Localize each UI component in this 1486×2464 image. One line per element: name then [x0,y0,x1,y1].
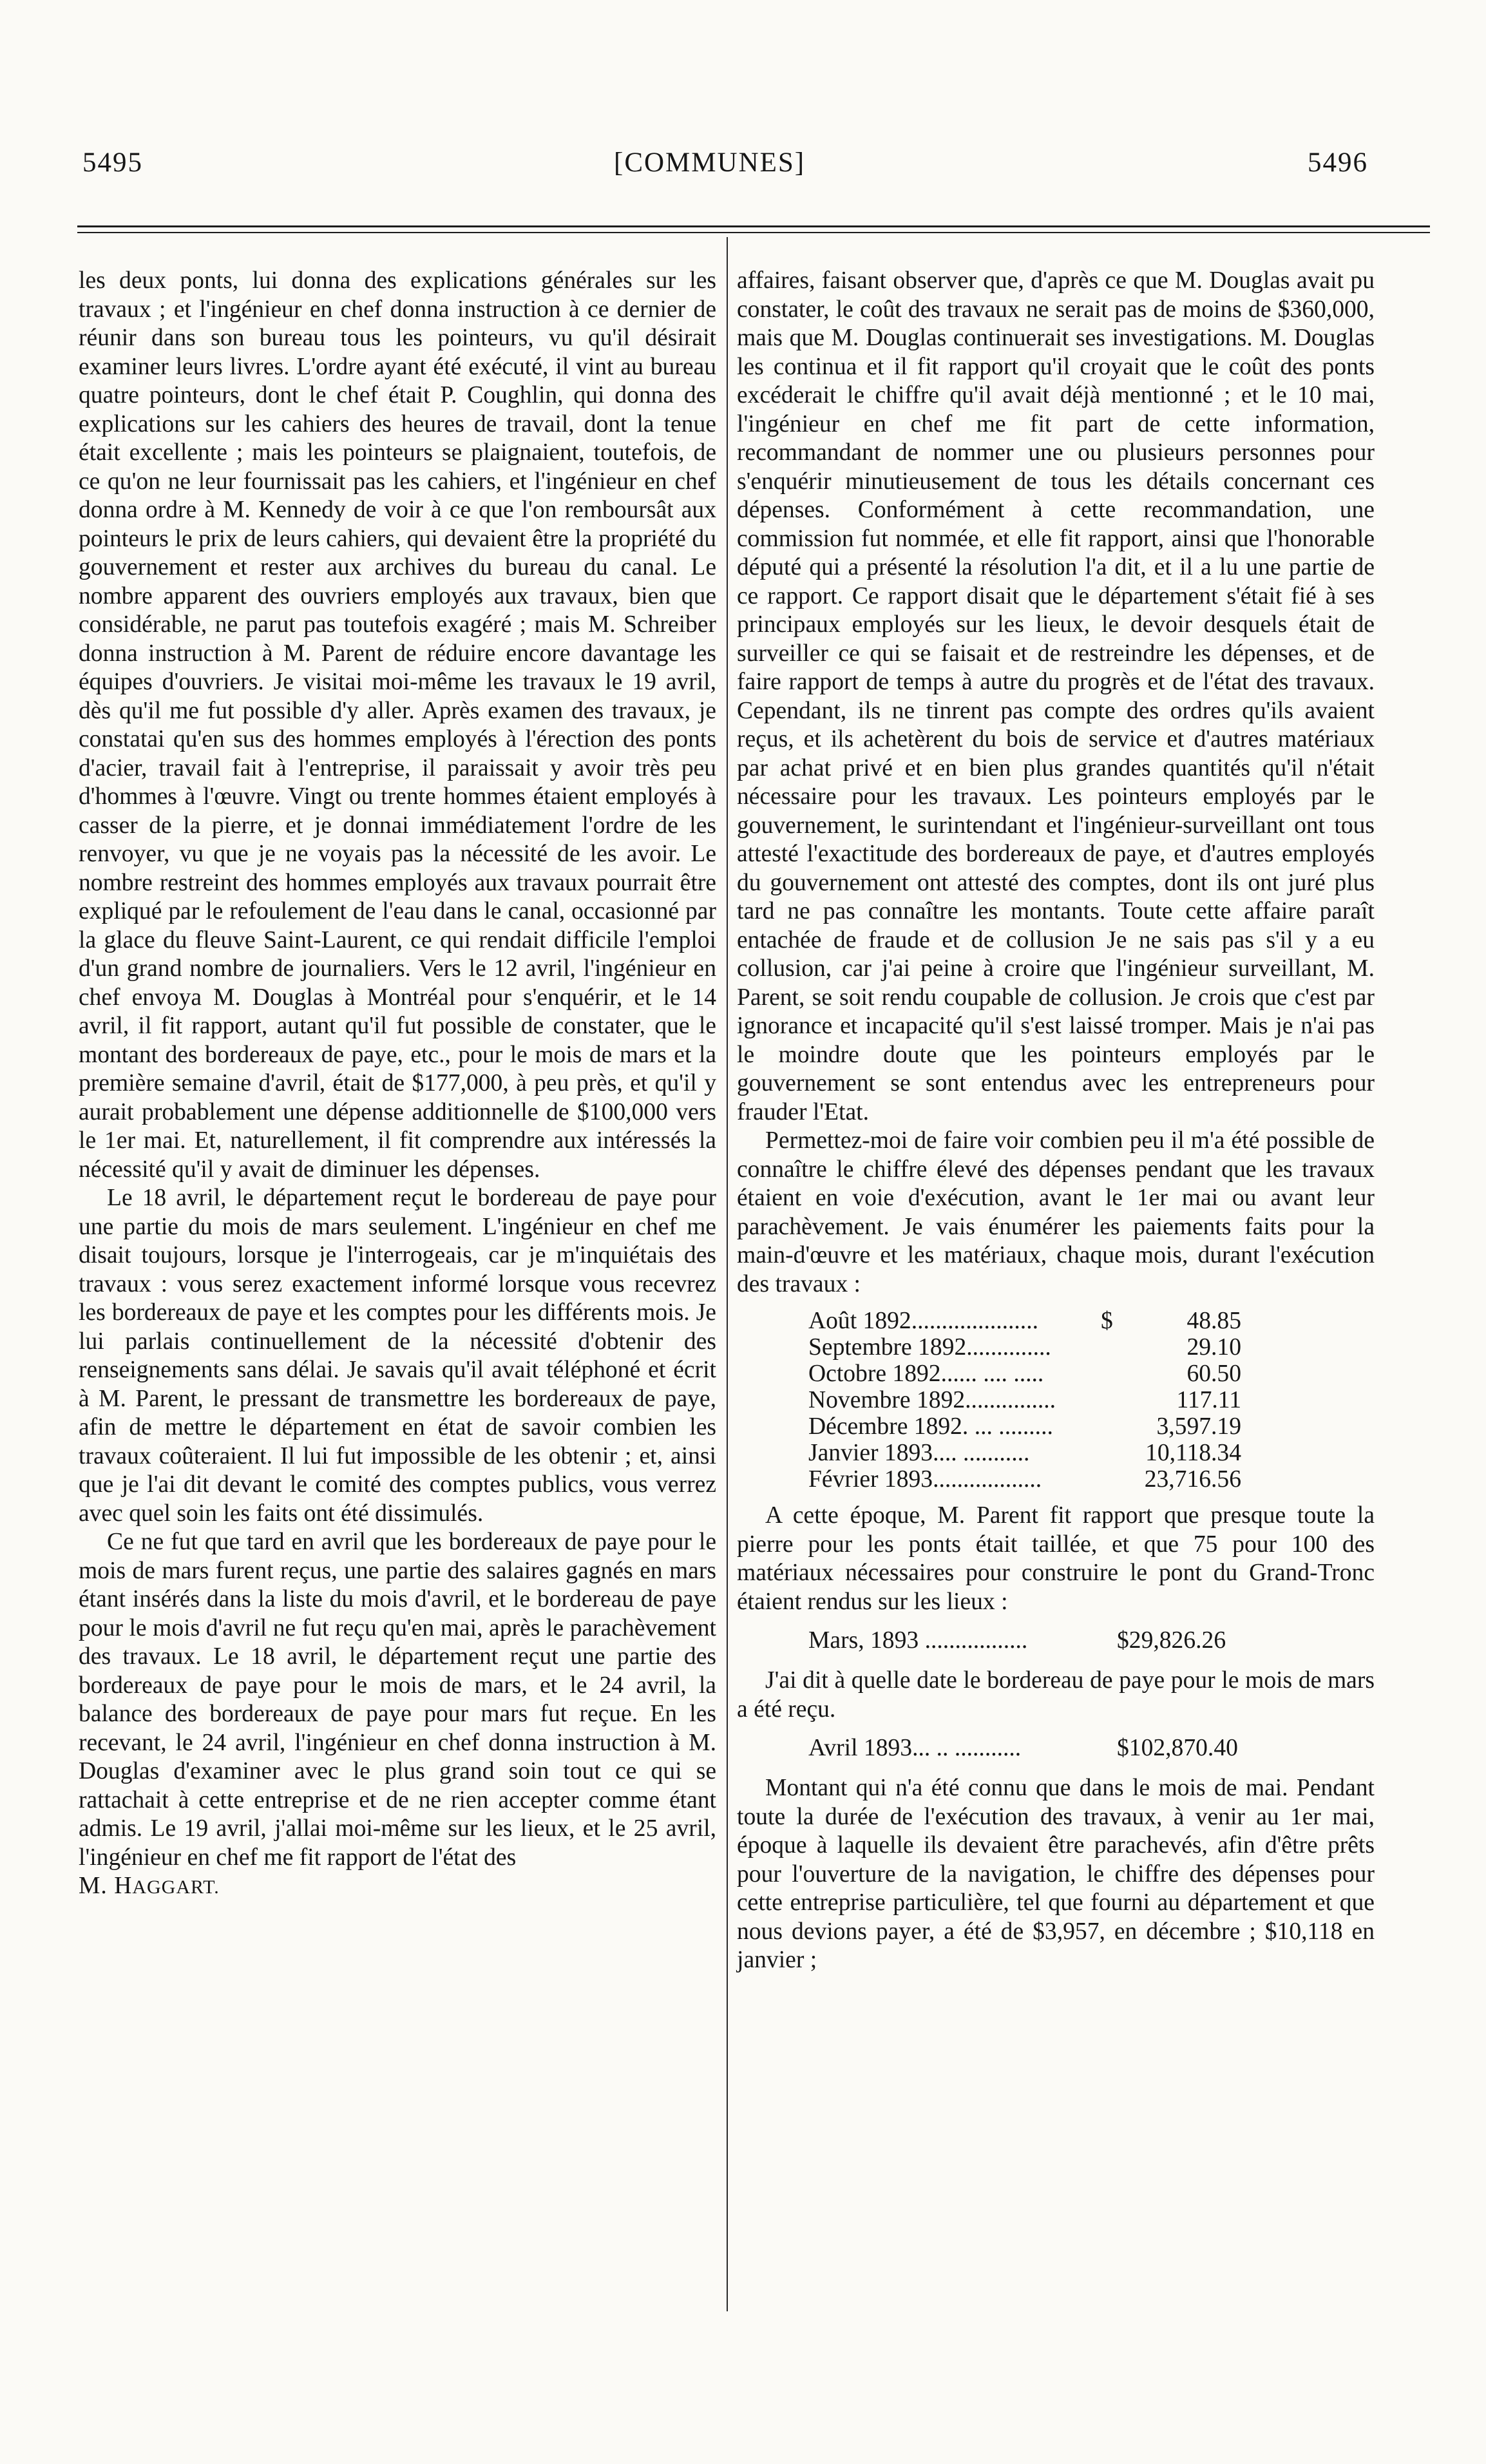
header-rule-bottom [77,232,1430,233]
speaker-rest: AGGART. [132,1877,220,1898]
right-page-number: 5496 [1308,148,1368,178]
payment-amount: 48.85 [1186,1308,1241,1334]
mars-amount: $29,826.26 [1117,1627,1226,1654]
payment-row [737,1387,1375,1413]
right-column [737,267,1375,1975]
paragraph: Ce ne fut que tard en avril que les bordereaux de paye pour le mois de mars furent reçus, une partie des salaires gagnés en mars étant insérés dans la liste du mois d'avril, et le bordereau de paye pour le mois d'avril ne fut reçu qu'en mai, après le parachèvement des travaux. Le 18 avril, le département reçut une partie des bordereaux de paye pour le mois de mars, et le 24 avril, la balance des bordereaux de paye pour mars fut reçue. En les recevant, le 24 avril, l'ingénieur en chef donna instruction à M. Douglas d'examiner avec le plus grand soin tout ce qui se rattachait à cette entreprise et de ne rien accepter comme étant admis. Le 19 avril, j'allai moi-même sur les lieux, et le 25 avril, l'ingénieur en chef me fit rapport de l'état des [79,1529,716,1871]
payment-amount: 117.11 [1176,1387,1241,1413]
payment-month: Septembre 1892.............. [808,1334,1051,1361]
payment-month: Décembre 1892. ... ......... [808,1413,1053,1440]
paragraph: Permettez-moi de faire voir combien peu il m'a été possible de connaître le chiffre élevé des dépenses pendant que les travaux étaient en voie d'exécution, avant le 1er mai ou avant leur parachèvement. Je vais énumérer les paiements faits pour la main-d'œuvre et les matériaux, chaque mois, durant l'exécution des travaux : [737,1127,1375,1297]
paragraph: les deux ponts, lui donna des explications générales sur les travaux ; et l'ingénieur en chef donna instruction à ce dernier de réunir dans son bureau tous les pointeurs, vu qu'il désirait examiner leurs livres. L'ordre ayant été exécuté, il vint au bureau quatre pointeurs, dont le chef était P. Coughlin, qui donna des explications sur les cahiers des heures de travail, dont la tenue était excellente ; mais les pointeurs se plaignaient, toutefois, de ce qu'on ne leur fournissait pas les cahiers, et l'ingénieur en chef donna ordre à M. Kennedy de voir à ce que l'on remboursât aux pointeurs le prix de leurs cahiers, qui devaient être la propriété du gouvernement et rester aux archives du bureau du canal. Le nombre apparent des ouvriers employés aux travaux, bien que considérable, ne parut pas toutefois exagéré ; mais M. Schreiber donna instruction à M. Parent de réduire encore davantage les équipes d'ouvriers. Je visitai moi-même les travaux le 19 avril, dès qu'il me fut possible d'y aller. Après examen des travaux, je constatai qu'en sus des hommes employés à l'érection des ponts d'acier, travail fait à l'entreprise, il paraissait y avoir très peu d'hommes à l'œuvre. Vingt ou trente hommes étaient employés à casser de la pierre, et je donnai immédiatement l'ordre de les renvoyer, vu que je ne voyais pas la nécessité de les avoir. Le nombre restreint des hommes employés aux travaux pourrait être expliqué par le refoulement de l'eau dans le canal, occasionné par la glace du fleuve Saint-Laurent, ce qui rendait difficile l'emploi d'un grand nombre de journaliers. Vers le 12 avril, l'ingénieur en chef envoya M. Douglas à Montréal pour s'enquérir, et le 14 avril, il fit rapport, autant qu'il fut possible de constater, que le montant des bordereaux de paye, etc., pour le mois de mars et la première semaine d'avril, était de $177,000, à peu près, et qu'il y aurait probablement une dépense additionnelle de $100,000 vers le 1er mai. Et, naturellement, il fit comprendre aux intéressés la nécessité qu'il y avait de diminuer les dépenses. [79,267,716,1183]
speaker-initial: M. H [79,1873,133,1899]
header-rule-top [77,225,1430,227]
payments-table [737,1308,1375,1493]
paragraph: Montant qui n'a été connu que dans le mois de mai. Pendant toute la durée de l'exécution des travaux, à venir au 1er mai, époque à laquelle ils devaient être parachevés, afin d'être prêts pour l'ouverture de la navigation, le chiffre des dépenses pour cette entreprise particulière, tel que fourni au département et que nous devions payer, a été de $3,957, en décembre ; $10,118 en janvier ; [737,1775,1375,1973]
avril-label: Avril 1893... .. ........... [808,1735,1022,1761]
paragraph: J'ai dit à quelle date le bordereau de paye pour le mois de mars a été reçu. [737,1667,1375,1723]
payment-month: Janvier 1893.... ........... [808,1440,1030,1466]
running-head: [COMMUNES] [614,148,806,178]
paragraph: A cette époque, M. Parent fit rapport que presque toute la pierre pour les ponts était taillée, et que 75 pour 100 des matériaux nécessaires pour construire le pont du Grand-Tronc étaient rendus sur les lieux : [737,1502,1375,1615]
avril-payment-line [737,1734,1375,1762]
payment-month: Février 1893.................. [808,1466,1042,1493]
payment-amount: 23,716.56 [1144,1466,1241,1493]
dollar-sign [1101,1387,1127,1413]
payment-row [737,1466,1375,1493]
payment-amount: 29.10 [1186,1334,1241,1361]
payment-amount: 10,118.34 [1145,1440,1241,1466]
payment-row [737,1361,1375,1387]
payment-amount: 60.50 [1186,1361,1241,1387]
payment-row [737,1334,1375,1361]
avril-amount: $102,870.40 [1117,1735,1238,1761]
payment-month: Août 1892..................... [808,1308,1038,1334]
dollar-sign [1101,1466,1127,1493]
column-divider [727,237,728,2311]
paragraph: Le 18 avril, le département reçut le bordereau de paye pour une partie du mois de mars seulement. L'ingénieur en chef me disait toujours, lorsque je l'interrogeais, car je m'inquiétais des travaux : vous serez exactement informé lorsque vous recevrez les bordereaux de paye et les comptes pour les différents mois. Je lui parlais continuellement de la nécessité d'obtenir des renseignements sans délai. Je savais qu'il avait téléphoné et écrit à M. Parent, le pressant de transmettre les bordereaux de paye, afin de mettre le département en état de savoir combien les travaux coûteraient. Il lui fut impossible de les obtenir ; et, ainsi que je l'ai dit devant le comité des comptes publics, vous verrez avec quel soin les faits ont été dissimulés. [79,1185,716,1527]
payment-row [737,1440,1375,1466]
payment-month: Octobre 1892...... .... ..... [808,1361,1044,1387]
speaker-name [79,1872,716,1902]
payment-month: Novembre 1892............... [808,1387,1056,1413]
dollar-sign [1101,1413,1127,1440]
paragraph: affaires, faisant observer que, d'après ce que M. Douglas avait pu constater, le coût des travaux ne serait pas de moins de $360,000, mais que M. Douglas continuerait ses investigations. M. Douglas les continua et il fit rapport qu'il croyait que le coût des ponts excéderait le chiffre qu'il avait déjà mentionné ; et le 10 mai, l'ingénieur en chef me fit part de cette information, recommandant de nommer une ou plusieurs personnes pour s'enquérir minutieusement de tous les détails concernant ces dépenses. Conformément à cette recommandation, une commission fut nommée, et elle fit rapport, ainsi que l'honorable député qui a présenté la résolution l'a dit, et il a lu une partie de ce rapport. Ce rapport disait que le département s'était fié à ses principaux employés sur les lieux, le devoir desquels était de surveiller ce qui se faisait et de restreindre les dépenses, et de faire rapport de temps à autre du progrès et de l'état des travaux. Cependant, ils ne tinrent pas compte des ordres qu'ils avaient reçus, et ils achetèrent du bois de service et d'autres matériaux par achat privé et en bien plus grandes quantités qu'il n'était nécessaire pour les travaux. Les pointeurs employés par le gouvernement, le surintendant et l'ingénieur-surveillant ont tous attesté l'exactitude des bordereaux de paye, et d'autres employés du gouvernement ont attesté des comptes, dont ils ont juré plus tard ne pas connaître les montants. Toute cette affaire paraît entachée de fraude et de collusion Je ne sais pas s'il y a eu collusion, car j'ai peine à croire que l'ingénieur surveillant, M. Parent, se soit rendu coupable de collusion. Je crois que c'est par ignorance et incapacité qu'il s'est laissé tromper. Mais je n'ai pas le moindre doute que les pointeurs employés par le gouvernement se sont entendus avec les entrepreneurs pour frauder l'Etat. [737,267,1375,1125]
payment-row [737,1308,1375,1334]
dollar-sign [1101,1361,1127,1387]
dollar-sign: $ [1101,1308,1113,1334]
dollar-sign [1101,1440,1127,1466]
mars-label: Mars, 1893 ................. [808,1627,1028,1654]
payment-amount: 3,597.19 [1156,1413,1241,1440]
mars-payment-line [737,1627,1375,1655]
left-page-number: 5495 [82,148,143,178]
left-column [79,267,716,1902]
payment-row [737,1413,1375,1440]
dollar-sign [1101,1334,1127,1361]
